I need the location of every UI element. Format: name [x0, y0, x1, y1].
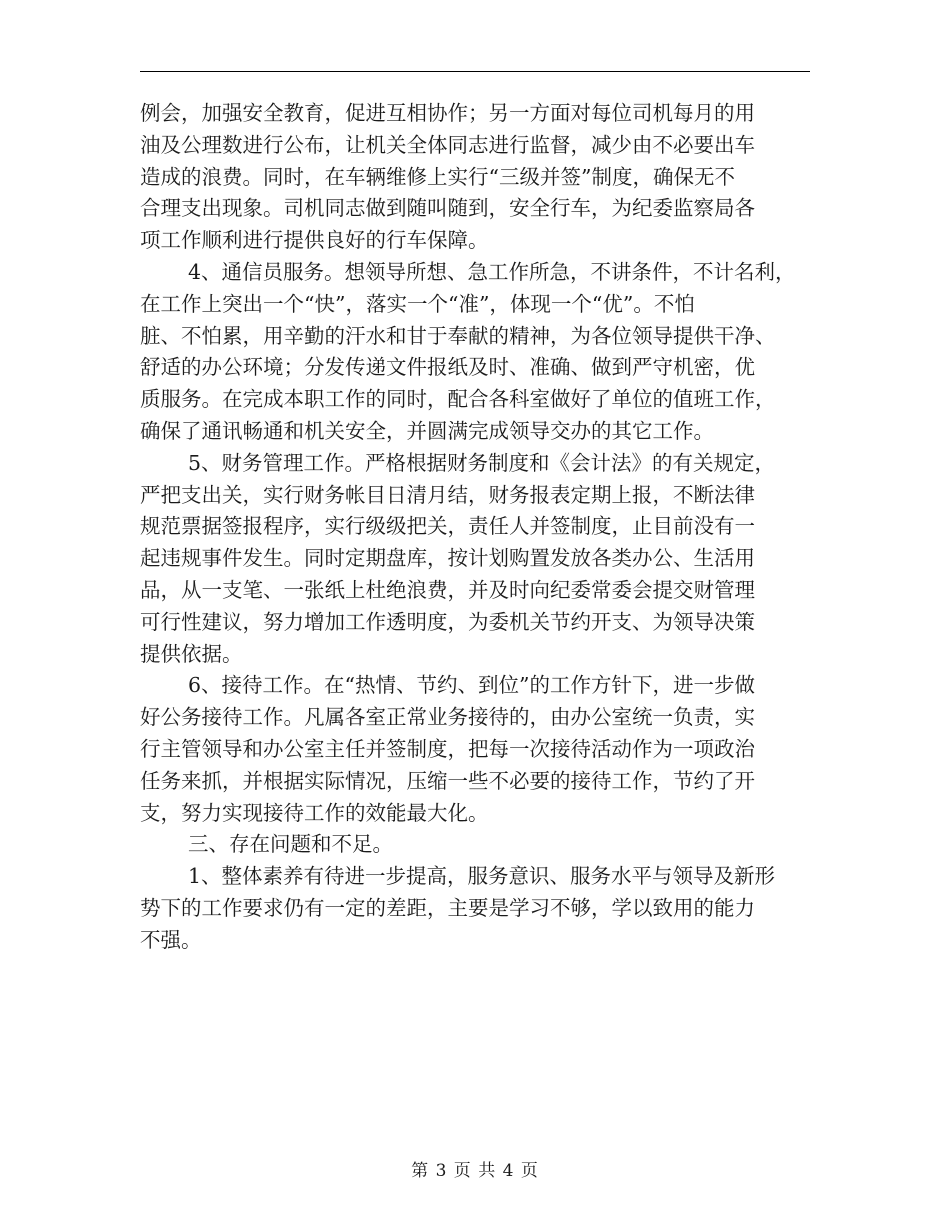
- text-line: 三、存在问题和不足。: [188, 832, 393, 857]
- text-line: 5、财务管理工作。严格根据财务制度和《会计法》的有关规定，: [188, 450, 776, 475]
- text-line: 在工作上突出一个“快”，落实一个“准”，体现一个“优”。不怕: [140, 291, 695, 316]
- text-line: 油及公理数进行公布，让机关全体同志进行监督，减少由不必要出车: [140, 132, 755, 157]
- text-line: 确保了通讯畅通和机关安全，并圆满完成领导交办的其它工作。: [140, 418, 714, 443]
- text-line: 舒适的办公环境；分发传递文件报纸及时、准确、做到严守机密，优: [140, 355, 755, 380]
- text-line: 好公务接待工作。凡属各室正常业务接待的，由办公室统一负责，实: [140, 705, 755, 730]
- text-line: 势下的工作要求仍有一定的差距，主要是学习不够，学以致用的能力: [140, 895, 755, 920]
- text-line: 品，从一支笔、一张纸上杜绝浪费，并及时向纪委常委会提交财管理: [140, 577, 755, 602]
- text-line: 不强。: [140, 927, 202, 952]
- page-footer: 第 3 页 共 4 页: [411, 1161, 539, 1181]
- text-line: 严把支出关，实行财务帐目日清月结，财务报表定期上报，不断法律: [140, 482, 755, 507]
- document-body: [140, 98, 815, 957]
- text-line: 造成的浪费。同时，在车辆维修上实行“三级并签”制度，确保无不: [140, 164, 735, 189]
- text-line: 1、整体素养有待进一步提高，服务意识、服务水平与领导及新形: [188, 864, 776, 889]
- text-line: 4、通信员服务。想领导所想、急工作所急，不讲条件，不计名利，: [188, 259, 796, 284]
- text-line: 支，努力实现接待工作的效能最大化。: [140, 800, 489, 825]
- text-line: 起违规事件发生。同时定期盘库，按计划购置发放各类办公、生活用: [140, 546, 755, 571]
- text-line: 可行性建议，努力增加工作透明度，为委机关节约开支、为领导决策: [140, 609, 755, 634]
- header-rule: [140, 71, 810, 72]
- text-line: 项工作顺利进行提供良好的行车保障。: [140, 228, 489, 253]
- text-line: 规范票据签报程序，实行级级把关，责任人并签制度，止目前没有一: [140, 514, 755, 539]
- text-line: 提供依据。: [140, 641, 243, 666]
- text-line: 6、接待工作。在“热情、节约、到位”的工作方针下，进一步做: [188, 673, 756, 698]
- text-line: 脏、不怕累，用辛勤的汗水和甘于奉献的精神，为各位领导提供干净、: [140, 323, 776, 348]
- text-line: 任务来抓，并根据实际情况，压缩一些不必要的接待工作，节约了开: [140, 768, 755, 793]
- text-line: 质服务。在完成本职工作的同时，配合各科室做好了单位的值班工作，: [140, 387, 776, 412]
- text-line: 合理支出现象。司机同志做到随叫随到，安全行车，为纪委监察局各: [140, 196, 755, 221]
- text-line: 行主管领导和办公室主任并签制度，把每一次接待活动作为一项政治: [140, 736, 755, 761]
- text-line: 例会，加强安全教育，促进互相协作；另一方面对每位司机每月的用: [140, 101, 755, 125]
